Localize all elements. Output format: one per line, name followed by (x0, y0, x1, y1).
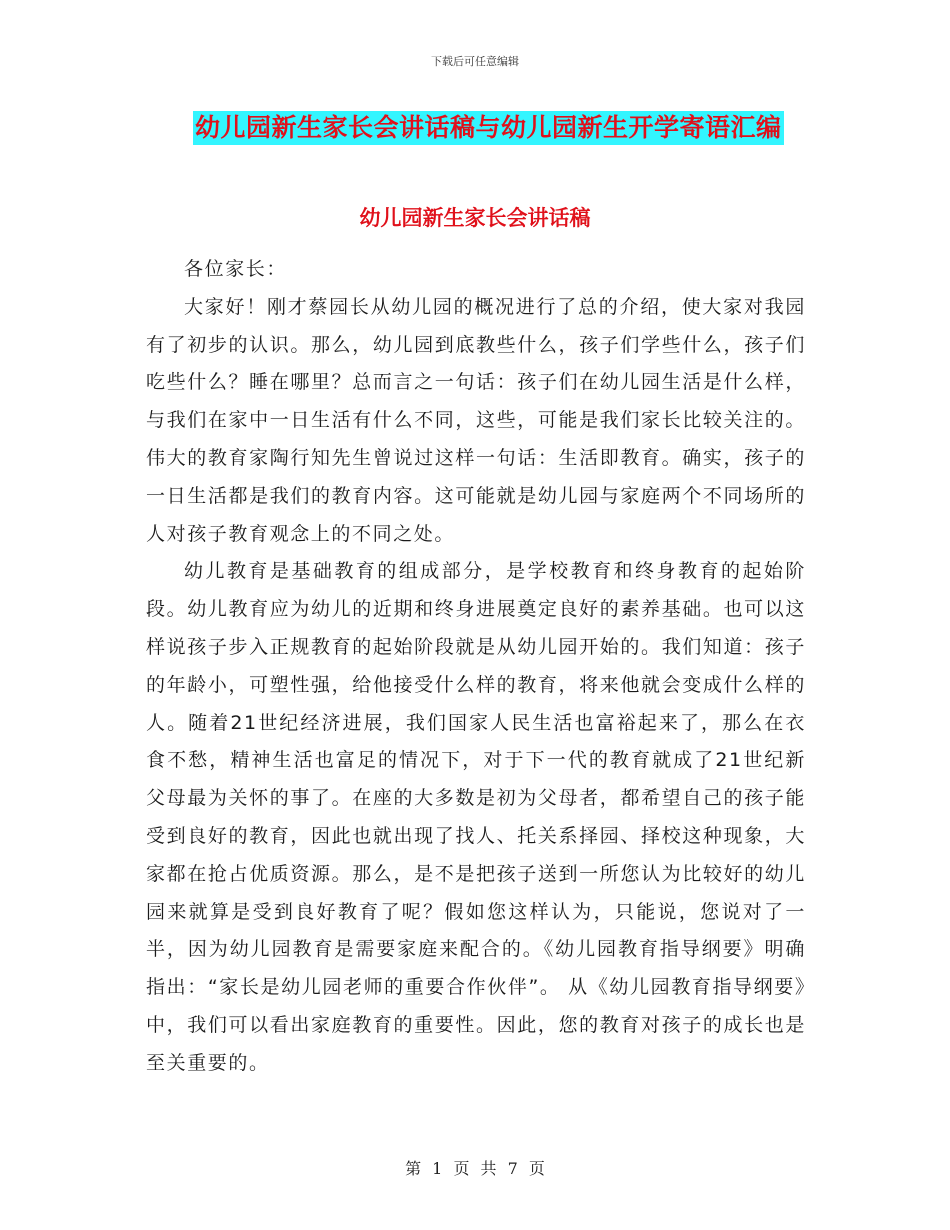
main-title-container (193, 111, 803, 145)
greeting: 各位家长： (184, 258, 288, 280)
paragraph: 幼儿教育是基础教育的组成部分，是学校教育和终身教育的起始阶段。幼儿教育应为幼儿的近期和终身进展奠定良好的素养基础。也可以这样说孩子步入正规教育的起始阶段就是从幼儿园开始的。我们知道：孩子的年龄小，可塑性强，给他接受什么样的教育，将来他就会变成什么样的人。随着21世纪经济进展，我们国家人民生活也富裕起来了，那么在衣食不愁，精神生活也富足的情况下，对于下一代的教育就成了21世纪新父母最为关怀的事了。在座的大多数是初为父母者，都希望自己的孩子能受到良好的教育，因此也就出现了找人、托关系择园、择校这种现象，大家都在抢占优质资源。那么，是不是把孩子送到一所您认为比较好的幼儿园来就算是受到良好教育了呢？假如您这样认为，只能说，您说对了一半，因为幼儿园教育是需要家庭来配合的。《幼儿园教育指导纲要》明确指出：“家长是幼儿园老师的重要合作伙伴”。 从《幼儿园教育指导纲要》中，我们可以看出家庭教育的重要性。因此，您的教育对孩子的成长也是至关重要的。 (146, 560, 806, 1074)
section-title: 幼儿园新生家长会讲话稿 (359, 206, 591, 230)
header-note: 下载后可任意编辑 (431, 55, 519, 68)
main-title: 幼儿园新生家长会讲话稿与幼儿园新生开学寄语汇编 (193, 111, 784, 145)
body-text (146, 251, 806, 1083)
page-number: 第 1 页 共 7 页 (405, 1159, 545, 1178)
paragraph: 大家好！刚才蔡园长从幼儿园的概况进行了总的介绍，使大家对我园有了初步的认识。那么，幼儿园到底教些什么，孩子们学些什么，孩子们吃些什么？睡在哪里？总而言之一句话：孩子们在幼儿园生活是什么样，与我们在家中一日生活有什么不同，这些，可能是我们家长比较关注的。伟大的教育家陶行知先生曾说过这样一句话：生活即教育。确实，孩子的一日生活都是我们的教育内容。这可能就是幼儿园与家庭两个不同场所的人对孩子教育观念上的不同之处。 (146, 295, 806, 545)
